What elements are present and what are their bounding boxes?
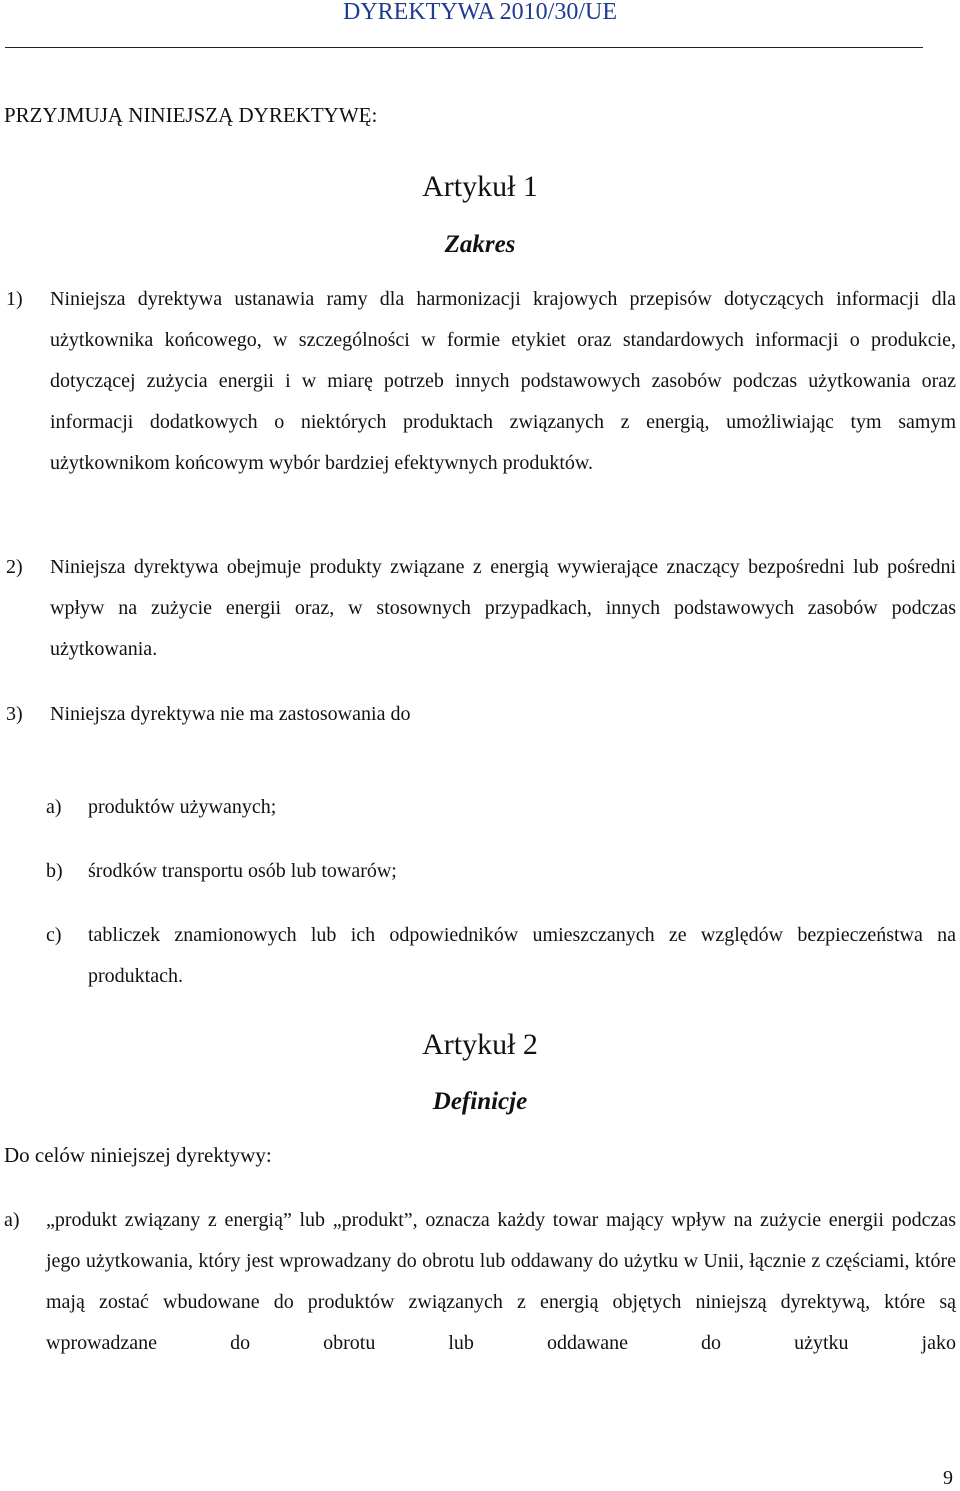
definition-a	[4, 1200, 956, 1364]
item-label: a)	[46, 796, 62, 818]
item-text: produktów używanych;	[88, 796, 277, 818]
definitions-intro: Do celów niniejszej dyrektywy:	[4, 1143, 272, 1167]
definition-text: „produkt związany z energią” lub „produkt”, oznacza każdy towar mający wpływ na zużycie energii podczas jego użytkowania, który jest wprowadzany do obrotu lub oddawany do użytku w Unii, łącznie z częściami, które mają zostać wbudowane do produktów związanych z energią objętych niniejszą dyrektywą, które są wprowadzane do obrotu lub oddawane do użytku jako	[46, 1209, 956, 1354]
preamble-text: PRZYJMUJĄ NINIEJSZĄ DYREKTYWĘ:	[4, 103, 378, 127]
item-text: środków transportu osób lub towarów;	[88, 860, 397, 882]
paragraph-text: Niniejsza dyrektywa obejmuje produkty związane z energią wywierające znaczący bezpośredni lub pośredni wpływ na zużycie energii oraz, w stosownych przypadkach, innych podstawowych zasobów podczas użytkowania.	[50, 556, 956, 660]
item-label: c)	[46, 924, 62, 946]
article-1-title: Artykuł 1	[422, 170, 538, 203]
article-2-subtitle: Definicje	[432, 1088, 528, 1115]
article-1-paragraph-2	[6, 547, 956, 670]
paragraph-text: Niniejsza dyrektywa nie ma zastosowania do	[50, 703, 411, 725]
definition-label: a)	[4, 1209, 20, 1231]
header-divider	[5, 47, 923, 48]
paragraph-number: 2)	[6, 556, 23, 578]
running-header: DYREKTYWA 2010/30/UE	[343, 0, 617, 25]
exclusion-item-b	[46, 851, 956, 892]
page-number: 9	[943, 1467, 953, 1489]
paragraph-number: 1)	[6, 288, 23, 310]
article-1-paragraph-3	[6, 694, 956, 735]
article-1-paragraph-1	[6, 279, 956, 484]
exclusion-item-a	[46, 787, 956, 828]
article-1-subtitle: Zakres	[444, 231, 516, 258]
item-text: tabliczek znamionowych lub ich odpowiedników umieszczanych ze względów bezpieczeństwa na produktach.	[88, 924, 956, 987]
item-label: b)	[46, 860, 63, 882]
exclusion-item-c	[46, 915, 956, 997]
article-2-title: Artykuł 2	[422, 1028, 538, 1061]
paragraph-text: Niniejsza dyrektywa ustanawia ramy dla harmonizacji krajowych przepisów dotyczących informacji dla użytkownika końcowego, w szczególności w formie etykiet oraz standardowych informacji o produkcie, dotyczącej zużycia energii i w miarę potrzeb innych podstawowych zasobów podczas użytkowania oraz informacji dodatkowych o niektórych produktach związanych z energią, umożliwiając tym samym użytkownikom końcowym wybór bardziej efektywnych produktów.	[50, 288, 956, 474]
paragraph-number: 3)	[6, 703, 23, 725]
